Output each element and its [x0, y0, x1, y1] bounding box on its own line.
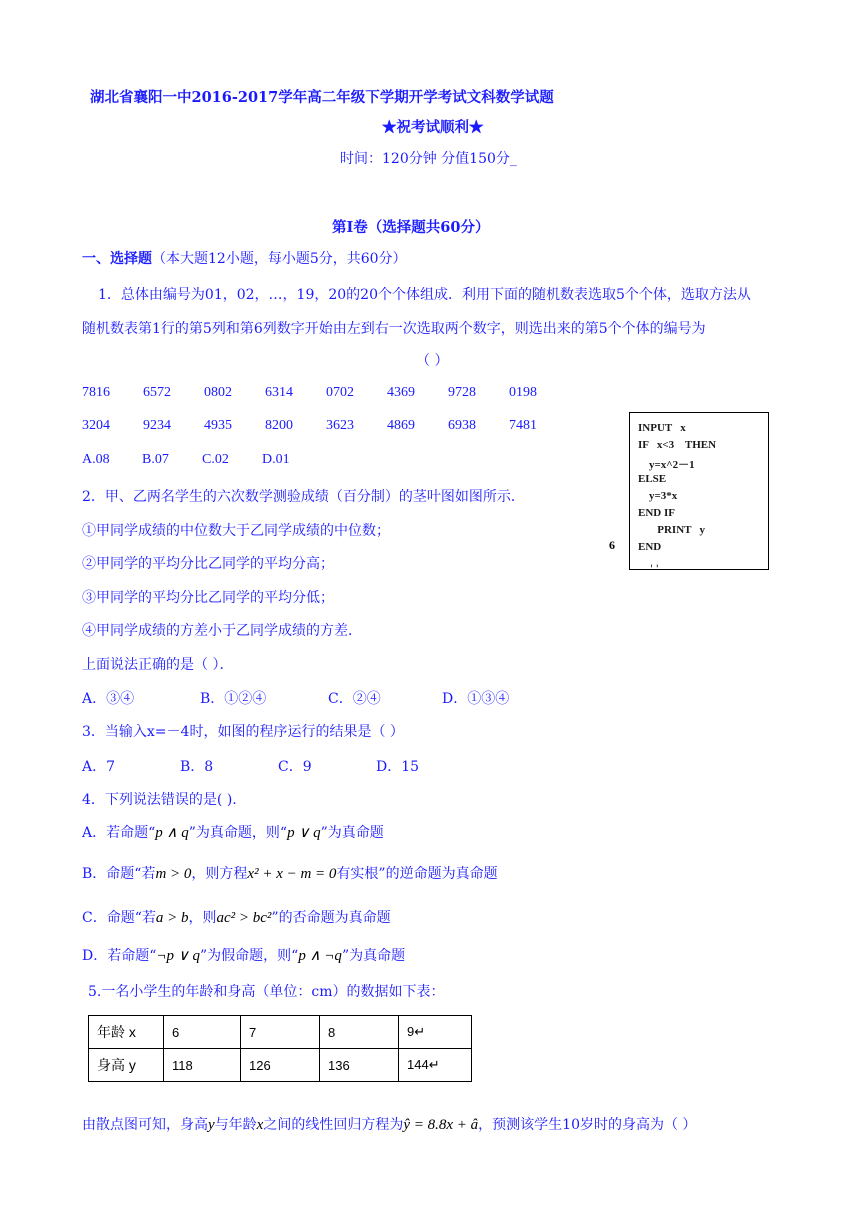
table-cell: 126	[241, 1049, 320, 1082]
program-box	[629, 412, 769, 570]
q5-tail	[82, 1114, 696, 1134]
q2-statement-1: ①甲同学成绩的中位数大于乙同学成绩的中位数；	[82, 523, 390, 539]
option-d: D.01	[262, 452, 290, 467]
math-expr: x² + x − m = 0	[247, 866, 337, 882]
q2-stem: 2．甲、乙两名学生的六次数学测验成绩（百分制）的茎叶图如图所示．	[82, 489, 525, 505]
q2-options	[82, 688, 509, 708]
random-number: 8200	[265, 418, 293, 433]
section-label: 一、选择题	[82, 251, 152, 267]
option-a: A．③④	[82, 691, 135, 707]
random-number: 9234	[143, 418, 171, 433]
program-line: INPUT x	[638, 422, 686, 434]
random-number: 3204	[82, 418, 110, 433]
random-number: 4369	[387, 385, 415, 400]
q1-line1: 1．总体由编号为01，02，…，19，20的20个个体组成．利用下面的随机数表选取5个个体，选取方法从	[98, 287, 751, 303]
text: D．若命题“	[82, 948, 157, 964]
text: 由散点图可知，身高	[82, 1117, 208, 1133]
program-line: ELSE	[638, 473, 667, 485]
math-expr: ¬p ∨ q	[156, 948, 200, 964]
table-cell: 118	[164, 1049, 241, 1082]
table-cell: 6	[164, 1016, 241, 1049]
q2-ask: 上面说法正确的是（ ）．	[82, 657, 234, 673]
program-line: IF x<3 THEN	[638, 439, 717, 451]
math-var: x	[256, 1117, 264, 1133]
math-expr: p ∧ ¬q	[298, 948, 342, 964]
random-number: 0702	[326, 385, 354, 400]
program-line: PRINT y	[638, 524, 706, 536]
random-number: 0802	[204, 385, 232, 400]
random-number: 6314	[265, 385, 293, 400]
table-cell: 7	[241, 1016, 320, 1049]
text: 与年龄	[214, 1117, 257, 1133]
option-d: D．15	[376, 759, 420, 775]
option-c: C．9	[278, 759, 312, 775]
table-cell: 136	[320, 1049, 399, 1082]
text: ”为真命题	[320, 825, 384, 841]
option-a: A．7	[82, 759, 116, 775]
regression-equation: ŷ = 8.8x + â	[403, 1117, 479, 1133]
q4-stem: 4．下列说法错误的是( ).	[82, 792, 237, 808]
program-line: END	[638, 541, 662, 553]
option-a: A.08	[82, 452, 110, 467]
section-desc: （本大题12小题，每小题5分，共60分）	[152, 251, 407, 267]
q3-options	[82, 756, 419, 776]
math-expr: m > 0	[155, 866, 192, 882]
random-number: 0198	[509, 385, 537, 400]
text: A．若命题“	[82, 825, 156, 841]
random-number: 7481	[509, 418, 537, 433]
random-number: 7816	[82, 385, 110, 400]
text: 之间的线性回归方程为	[263, 1117, 404, 1133]
random-number: 9728	[448, 385, 476, 400]
text: ，则方程	[191, 866, 248, 882]
option-c: C.02	[202, 452, 229, 467]
math-var: y	[208, 1117, 215, 1133]
text: ，预测该学生10岁时的身高为（ ）	[478, 1117, 697, 1133]
option-c: C．②④	[328, 691, 381, 707]
table-row	[89, 1016, 472, 1049]
q1-line2: 随机数表第1行的第5列和第6列数字开始由左到右一次选取两个数字，则选出来的第5个个体的编号为	[82, 321, 706, 337]
section-heading	[82, 248, 407, 268]
table-header-cell: 年龄 x	[89, 1016, 164, 1049]
text: B．命题“若	[82, 866, 156, 882]
math-expr: p ∨ q	[287, 825, 321, 841]
text: ”为假命题，则“	[200, 948, 299, 964]
table-cell: 8	[320, 1016, 399, 1049]
exam-time: 时间：120分钟 分值150分_	[340, 151, 517, 167]
random-number: 6938	[448, 418, 476, 433]
q1-paren: （ ）	[416, 353, 449, 369]
random-number: 4869	[387, 418, 415, 433]
q4-option-a	[82, 822, 384, 842]
q2-statement-3: ③甲同学的平均分比乙同学的平均分低；	[82, 590, 334, 606]
option-b: B．①②④	[200, 691, 267, 707]
text: 有实根”的逆命题为真命题	[336, 866, 498, 882]
text: ”的否命题为真命题	[271, 910, 391, 926]
option-b: B．8	[180, 759, 214, 775]
q4-option-d	[82, 945, 405, 965]
q3-stem: 3．当输入x=－4时，如图的程序运行的结果是（ ）	[82, 724, 404, 740]
math-expr: p ∧ q	[155, 825, 189, 841]
math-expr: ac² > bc²	[216, 910, 272, 926]
random-number: 4935	[204, 418, 232, 433]
table-row	[89, 1049, 472, 1082]
q4-option-b	[82, 863, 498, 883]
q1-options	[82, 452, 322, 468]
random-table-row-1	[82, 385, 570, 401]
exam-title: 湖北省襄阳一中2016-2017学年高二年级下学期开学考试文科数学试题	[90, 89, 554, 106]
table-cell: 144↵	[399, 1049, 472, 1082]
program-line: y=x^2－1	[638, 459, 695, 471]
stem-leaf-ticks: ' '	[650, 564, 659, 575]
math-expr: a > b	[155, 910, 189, 926]
random-number: 3623	[326, 418, 354, 433]
age-height-table	[88, 1015, 472, 1082]
part-heading: 第Ⅰ卷（选择题共60分）	[332, 219, 490, 236]
q4-option-c	[82, 907, 391, 927]
q5-stem: 5.一名小学生的年龄和身高（单位：cm）的数据如下表：	[88, 984, 445, 1000]
text: ，则	[188, 910, 217, 926]
exam-wish: ★祝考试顺利★	[382, 119, 484, 136]
table-cell: 9↵	[399, 1016, 472, 1049]
program-line: y=3*x	[638, 490, 678, 502]
text: C．命题“若	[82, 910, 156, 926]
program-line: END IF	[638, 507, 675, 519]
option-b: B.07	[142, 452, 169, 467]
text: ”为真命题，则“	[188, 825, 288, 841]
random-number: 6572	[143, 385, 171, 400]
option-d: D．①③④	[442, 691, 510, 707]
text: ”为真命题	[341, 948, 406, 964]
q2-statement-2: ②甲同学的平均分比乙同学的平均分高；	[82, 556, 334, 572]
random-table-row-2	[82, 418, 570, 434]
table-header-cell: 身高 y	[89, 1049, 164, 1082]
q2-statement-4: ④甲同学成绩的方差小于乙同学成绩的方差．	[82, 623, 362, 639]
stem-leaf-fragment: 6	[609, 538, 615, 552]
